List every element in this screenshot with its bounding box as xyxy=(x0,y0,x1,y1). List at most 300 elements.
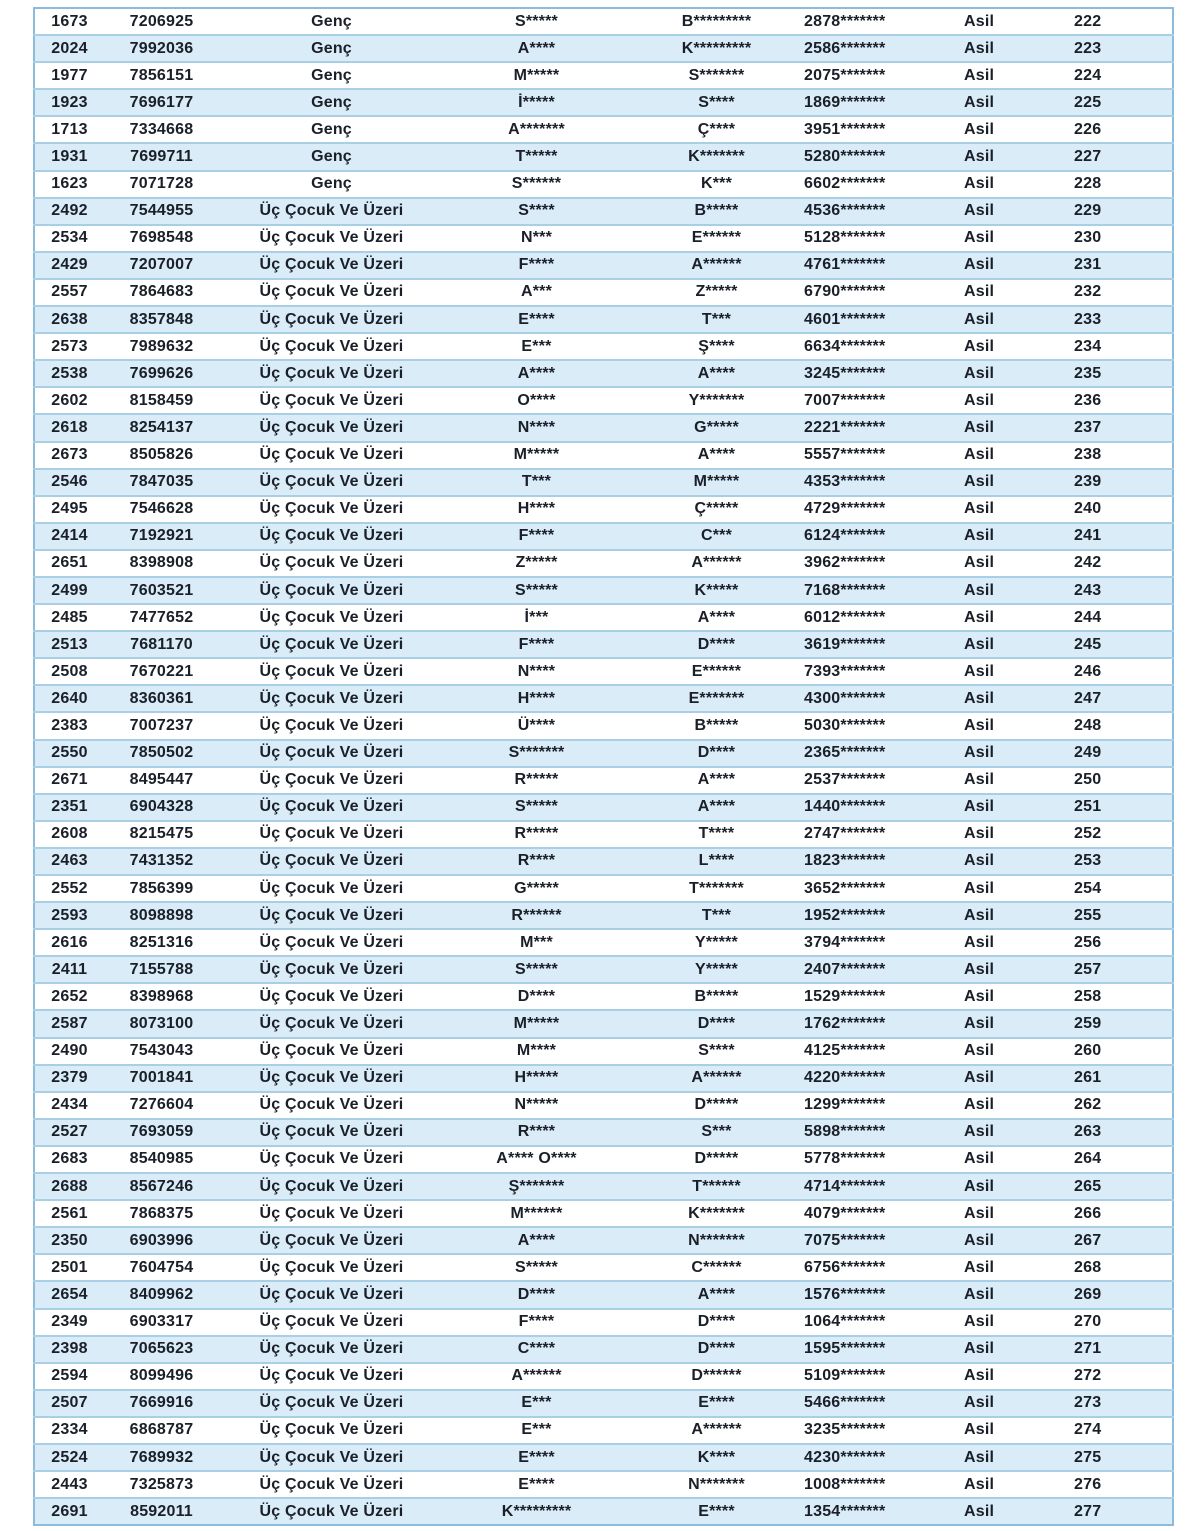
cell-first-name-masked: E**** xyxy=(444,1444,629,1471)
cell-id-number-masked: 1529******* xyxy=(804,983,964,1010)
cell-row-no: 1623 xyxy=(34,171,104,198)
cell-id-number-masked: 1869******* xyxy=(804,89,964,116)
cell-row-no: 2618 xyxy=(34,414,104,441)
cell-category: Üç Çocuk Ve Üzeri xyxy=(219,1281,444,1308)
cell-category: Üç Çocuk Ve Üzeri xyxy=(219,1173,444,1200)
cell-first-name-masked: O**** xyxy=(444,387,629,414)
cell-category: Üç Çocuk Ve Üzeri xyxy=(219,794,444,821)
cell-application-no: 8098898 xyxy=(104,902,219,929)
cell-first-name-masked: R***** xyxy=(444,767,629,794)
cell-rank: 233 xyxy=(1074,306,1173,333)
cell-application-no: 7864683 xyxy=(104,279,219,306)
cell-row-no: 2508 xyxy=(34,658,104,685)
table-row xyxy=(34,35,1173,62)
cell-category: Üç Çocuk Ve Üzeri xyxy=(219,983,444,1010)
cell-id-number-masked: 1440******* xyxy=(804,794,964,821)
cell-status: Asil xyxy=(964,387,1074,414)
cell-status: Asil xyxy=(964,1309,1074,1336)
cell-row-no: 2350 xyxy=(34,1227,104,1254)
cell-status: Asil xyxy=(964,1417,1074,1444)
cell-id-number-masked: 2365******* xyxy=(804,740,964,767)
cell-category: Üç Çocuk Ve Üzeri xyxy=(219,1254,444,1281)
cell-last-name-masked: A**** xyxy=(629,442,804,469)
cell-rank: 252 xyxy=(1074,821,1173,848)
cell-row-no: 2499 xyxy=(34,577,104,604)
table-row xyxy=(34,929,1173,956)
cell-category: Üç Çocuk Ve Üzeri xyxy=(219,1336,444,1363)
cell-first-name-masked: A**** O**** xyxy=(444,1146,629,1173)
cell-category: Üç Çocuk Ve Üzeri xyxy=(219,1417,444,1444)
table-row xyxy=(34,523,1173,550)
table-row xyxy=(34,658,1173,685)
cell-row-no: 2463 xyxy=(34,848,104,875)
cell-category: Genç xyxy=(219,35,444,62)
cell-last-name-masked: S*** xyxy=(629,1119,804,1146)
cell-row-no: 2501 xyxy=(34,1254,104,1281)
cell-last-name-masked: M***** xyxy=(629,469,804,496)
cell-id-number-masked: 2407******* xyxy=(804,956,964,983)
cell-status: Asil xyxy=(964,171,1074,198)
table-row xyxy=(34,1173,1173,1200)
cell-first-name-masked: E*** xyxy=(444,1417,629,1444)
cell-id-number-masked: 6602******* xyxy=(804,171,964,198)
cell-application-no: 7689932 xyxy=(104,1444,219,1471)
cell-first-name-masked: S***** xyxy=(444,1254,629,1281)
cell-application-no: 7856151 xyxy=(104,62,219,89)
cell-last-name-masked: K********* xyxy=(629,35,804,62)
cell-row-no: 2550 xyxy=(34,740,104,767)
cell-first-name-masked: S***** xyxy=(444,794,629,821)
cell-application-no: 8398908 xyxy=(104,550,219,577)
cell-rank: 265 xyxy=(1074,1173,1173,1200)
table-row xyxy=(34,604,1173,631)
cell-id-number-masked: 6012******* xyxy=(804,604,964,631)
cell-rank: 266 xyxy=(1074,1200,1173,1227)
cell-rank: 249 xyxy=(1074,740,1173,767)
cell-rank: 239 xyxy=(1074,469,1173,496)
cell-last-name-masked: C****** xyxy=(629,1254,804,1281)
cell-last-name-masked: A****** xyxy=(629,1065,804,1092)
cell-category: Üç Çocuk Ve Üzeri xyxy=(219,685,444,712)
cell-status: Asil xyxy=(964,89,1074,116)
cell-last-name-masked: T******* xyxy=(629,875,804,902)
cell-status: Asil xyxy=(964,1471,1074,1498)
cell-id-number-masked: 4220******* xyxy=(804,1065,964,1092)
cell-last-name-masked: A**** xyxy=(629,1281,804,1308)
cell-application-no: 8254137 xyxy=(104,414,219,441)
cell-id-number-masked: 4729******* xyxy=(804,496,964,523)
cell-last-name-masked: A****** xyxy=(629,252,804,279)
table-row xyxy=(34,1417,1173,1444)
cell-last-name-masked: T**** xyxy=(629,821,804,848)
cell-category: Üç Çocuk Ve Üzeri xyxy=(219,252,444,279)
cell-status: Asil xyxy=(964,929,1074,956)
cell-rank: 253 xyxy=(1074,848,1173,875)
table-row xyxy=(34,252,1173,279)
cell-id-number-masked: 1952******* xyxy=(804,902,964,929)
cell-id-number-masked: 7168******* xyxy=(804,577,964,604)
cell-rank: 260 xyxy=(1074,1038,1173,1065)
cell-id-number-masked: 3794******* xyxy=(804,929,964,956)
cell-row-no: 1923 xyxy=(34,89,104,116)
cell-application-no: 7670221 xyxy=(104,658,219,685)
cell-row-no: 2443 xyxy=(34,1471,104,1498)
cell-rank: 245 xyxy=(1074,631,1173,658)
table-row xyxy=(34,550,1173,577)
cell-last-name-masked: D***** xyxy=(629,1092,804,1119)
cell-first-name-masked: A**** xyxy=(444,1227,629,1254)
cell-category: Üç Çocuk Ve Üzeri xyxy=(219,550,444,577)
cell-last-name-masked: A**** xyxy=(629,767,804,794)
cell-first-name-masked: A**** xyxy=(444,35,629,62)
table-row xyxy=(34,306,1173,333)
cell-application-no: 8357848 xyxy=(104,306,219,333)
cell-application-no: 7276604 xyxy=(104,1092,219,1119)
cell-id-number-masked: 5778******* xyxy=(804,1146,964,1173)
cell-application-no: 6903996 xyxy=(104,1227,219,1254)
cell-application-no: 7544955 xyxy=(104,198,219,225)
cell-status: Asil xyxy=(964,1498,1074,1525)
cell-status: Asil xyxy=(964,414,1074,441)
cell-row-no: 2673 xyxy=(34,442,104,469)
cell-first-name-masked: E**** xyxy=(444,306,629,333)
cell-status: Asil xyxy=(964,1444,1074,1471)
cell-last-name-masked: C*** xyxy=(629,523,804,550)
cell-id-number-masked: 6124******* xyxy=(804,523,964,550)
cell-first-name-masked: M***** xyxy=(444,1010,629,1037)
cell-category: Üç Çocuk Ve Üzeri xyxy=(219,225,444,252)
cell-status: Asil xyxy=(964,631,1074,658)
cell-status: Asil xyxy=(964,442,1074,469)
cell-id-number-masked: 7007******* xyxy=(804,387,964,414)
cell-first-name-masked: M**** xyxy=(444,1038,629,1065)
cell-category: Üç Çocuk Ve Üzeri xyxy=(219,198,444,225)
cell-row-no: 2573 xyxy=(34,333,104,360)
draw-results-table xyxy=(33,7,1174,1526)
cell-application-no: 8567246 xyxy=(104,1173,219,1200)
cell-rank: 223 xyxy=(1074,35,1173,62)
cell-category: Genç xyxy=(219,89,444,116)
cell-id-number-masked: 5557******* xyxy=(804,442,964,469)
cell-row-no: 2379 xyxy=(34,1065,104,1092)
cell-application-no: 8592011 xyxy=(104,1498,219,1525)
cell-rank: 270 xyxy=(1074,1309,1173,1336)
cell-id-number-masked: 4125******* xyxy=(804,1038,964,1065)
cell-first-name-masked: M****** xyxy=(444,1200,629,1227)
cell-rank: 251 xyxy=(1074,794,1173,821)
cell-row-no: 2383 xyxy=(34,712,104,739)
cell-first-name-masked: S**** xyxy=(444,198,629,225)
table-row xyxy=(34,1471,1173,1498)
cell-status: Asil xyxy=(964,333,1074,360)
cell-application-no: 8540985 xyxy=(104,1146,219,1173)
cell-application-no: 7334668 xyxy=(104,116,219,143)
cell-first-name-masked: H**** xyxy=(444,685,629,712)
cell-id-number-masked: 3235******* xyxy=(804,1417,964,1444)
cell-first-name-masked: T*** xyxy=(444,469,629,496)
cell-id-number-masked: 5109******* xyxy=(804,1363,964,1390)
cell-last-name-masked: B***** xyxy=(629,198,804,225)
cell-first-name-masked: S***** xyxy=(444,956,629,983)
cell-first-name-masked: N**** xyxy=(444,414,629,441)
cell-application-no: 7604754 xyxy=(104,1254,219,1281)
cell-first-name-masked: M***** xyxy=(444,62,629,89)
cell-category: Üç Çocuk Ve Üzeri xyxy=(219,1038,444,1065)
cell-last-name-masked: B********* xyxy=(681,12,752,30)
table-row xyxy=(34,143,1173,170)
table-row xyxy=(34,1498,1173,1525)
cell-status: Asil xyxy=(964,712,1074,739)
cell-application-no: 7431352 xyxy=(104,848,219,875)
cell-rank: 262 xyxy=(1074,1092,1173,1119)
cell-id-number-masked: 7075******* xyxy=(804,1227,964,1254)
cell-status: Asil xyxy=(964,62,1074,89)
cell-application-no: 7206925 xyxy=(129,12,194,30)
cell-category: Üç Çocuk Ve Üzeri xyxy=(219,1119,444,1146)
cell-status: Asil xyxy=(964,116,1074,143)
cell-row-no: 2513 xyxy=(34,631,104,658)
cell-id-number-masked: 1064******* xyxy=(804,1309,964,1336)
cell-category: Üç Çocuk Ve Üzeri xyxy=(219,1309,444,1336)
table-row xyxy=(34,1390,1173,1417)
cell-status: Asil xyxy=(964,1065,1074,1092)
cell-last-name-masked: D****** xyxy=(629,1363,804,1390)
cell-row-no: 2651 xyxy=(34,550,104,577)
cell-row-no: 2602 xyxy=(34,387,104,414)
cell-id-number-masked: 2586******* xyxy=(804,35,964,62)
table-row xyxy=(34,360,1173,387)
cell-last-name-masked: B***** xyxy=(629,983,804,1010)
cell-category: Üç Çocuk Ve Üzeri xyxy=(219,929,444,956)
table-row xyxy=(34,631,1173,658)
cell-first-name-masked: S******* xyxy=(444,740,629,767)
cell-last-name-masked: D**** xyxy=(629,1309,804,1336)
cell-rank: 222 xyxy=(1074,12,1102,30)
cell-category: Üç Çocuk Ve Üzeri xyxy=(219,1444,444,1471)
cell-last-name-masked: E**** xyxy=(629,1390,804,1417)
cell-rank: 234 xyxy=(1074,333,1173,360)
table-row xyxy=(34,902,1173,929)
cell-category: Genç xyxy=(219,62,444,89)
cell-status: Asil xyxy=(964,821,1074,848)
cell-rank: 273 xyxy=(1074,1390,1173,1417)
cell-first-name-masked: N*** xyxy=(444,225,629,252)
cell-last-name-masked: A**** xyxy=(629,794,804,821)
cell-status: Asil xyxy=(964,279,1074,306)
cell-category: Üç Çocuk Ve Üzeri xyxy=(219,279,444,306)
cell-application-no: 7207007 xyxy=(104,252,219,279)
cell-application-no: 7065623 xyxy=(104,1336,219,1363)
cell-category: Üç Çocuk Ve Üzeri xyxy=(219,1363,444,1390)
cell-id-number-masked: 3962******* xyxy=(804,550,964,577)
cell-rank: 255 xyxy=(1074,902,1173,929)
cell-status: Asil xyxy=(964,1146,1074,1173)
table-row xyxy=(34,1200,1173,1227)
cell-last-name-masked: A****** xyxy=(629,550,804,577)
cell-rank: 238 xyxy=(1074,442,1173,469)
cell-last-name-masked: E******* xyxy=(629,685,804,712)
cell-id-number-masked: 1008******* xyxy=(804,1471,964,1498)
cell-first-name-masked: S***** xyxy=(444,577,629,604)
cell-category: Üç Çocuk Ve Üzeri xyxy=(219,469,444,496)
cell-last-name-masked: K******* xyxy=(629,143,804,170)
cell-application-no: 8505826 xyxy=(104,442,219,469)
cell-category: Üç Çocuk Ve Üzeri xyxy=(219,442,444,469)
cell-category: Genç xyxy=(311,12,352,30)
table-row xyxy=(34,740,1173,767)
cell-row-no: 2524 xyxy=(34,1444,104,1471)
cell-id-number-masked: 2878******* xyxy=(804,12,886,30)
cell-category: Üç Çocuk Ve Üzeri xyxy=(219,767,444,794)
cell-rank: 261 xyxy=(1074,1065,1173,1092)
cell-row-no: 1713 xyxy=(34,116,104,143)
cell-status: Asil xyxy=(964,956,1074,983)
cell-first-name-masked: M***** xyxy=(444,442,629,469)
cell-rank: 231 xyxy=(1074,252,1173,279)
cell-row-no: 2691 xyxy=(34,1498,104,1525)
cell-first-name-masked: F**** xyxy=(444,523,629,550)
cell-rank: 263 xyxy=(1074,1119,1173,1146)
cell-category: Üç Çocuk Ve Üzeri xyxy=(219,1010,444,1037)
cell-id-number-masked: 4536******* xyxy=(804,198,964,225)
cell-rank: 237 xyxy=(1074,414,1173,441)
cell-id-number-masked: 4761******* xyxy=(804,252,964,279)
cell-status: Asil xyxy=(964,1038,1074,1065)
cell-row-no: 2538 xyxy=(34,360,104,387)
cell-category: Üç Çocuk Ve Üzeri xyxy=(219,333,444,360)
cell-last-name-masked: Y***** xyxy=(629,956,804,983)
cell-last-name-masked: S**** xyxy=(629,1038,804,1065)
table-row xyxy=(34,577,1173,604)
cell-category: Üç Çocuk Ve Üzeri xyxy=(219,360,444,387)
cell-application-no: 8158459 xyxy=(104,387,219,414)
cell-category: Üç Çocuk Ve Üzeri xyxy=(219,658,444,685)
cell-last-name-masked: E**** xyxy=(629,1498,804,1525)
cell-row-no: 2495 xyxy=(34,496,104,523)
cell-last-name-masked: Ç**** xyxy=(629,116,804,143)
cell-first-name-masked: N***** xyxy=(444,1092,629,1119)
cell-row-no: 2434 xyxy=(34,1092,104,1119)
cell-first-name-masked: Z***** xyxy=(444,550,629,577)
cell-category: Üç Çocuk Ve Üzeri xyxy=(219,1092,444,1119)
cell-first-name-masked: D**** xyxy=(444,1281,629,1308)
cell-rank: 229 xyxy=(1074,198,1173,225)
cell-status: Asil xyxy=(964,12,995,30)
cell-rank: 230 xyxy=(1074,225,1173,252)
cell-application-no: 7325873 xyxy=(104,1471,219,1498)
cell-rank: 272 xyxy=(1074,1363,1173,1390)
cell-id-number-masked: 5466******* xyxy=(804,1390,964,1417)
cell-row-no: 2334 xyxy=(34,1417,104,1444)
cell-application-no: 7546628 xyxy=(104,496,219,523)
cell-row-no: 2608 xyxy=(34,821,104,848)
cell-status: Asil xyxy=(964,35,1074,62)
cell-last-name-masked: K**** xyxy=(629,1444,804,1471)
cell-application-no: 8360361 xyxy=(104,685,219,712)
table-row xyxy=(34,1363,1173,1390)
cell-category: Üç Çocuk Ve Üzeri xyxy=(219,1146,444,1173)
cell-rank: 240 xyxy=(1074,496,1173,523)
cell-rank: 276 xyxy=(1074,1471,1173,1498)
cell-last-name-masked: T****** xyxy=(629,1173,804,1200)
cell-id-number-masked: 5128******* xyxy=(804,225,964,252)
table-row xyxy=(34,333,1173,360)
cell-first-name-masked: İ***** xyxy=(444,89,629,116)
cell-id-number-masked: 3951******* xyxy=(804,116,964,143)
cell-row-no: 2594 xyxy=(34,1363,104,1390)
cell-last-name-masked: L**** xyxy=(629,848,804,875)
cell-status: Asil xyxy=(964,604,1074,631)
cell-row-no: 2546 xyxy=(34,469,104,496)
cell-first-name-masked: K********* xyxy=(444,1498,629,1525)
cell-id-number-masked: 1354******* xyxy=(804,1498,964,1525)
cell-application-no: 7681170 xyxy=(104,631,219,658)
cell-category: Üç Çocuk Ve Üzeri xyxy=(219,631,444,658)
table-row xyxy=(34,1065,1173,1092)
cell-application-no: 6903317 xyxy=(104,1309,219,1336)
cell-last-name-masked: A**** xyxy=(629,604,804,631)
table-row xyxy=(34,198,1173,225)
table-row xyxy=(34,8,1173,35)
cell-last-name-masked: N******* xyxy=(629,1471,804,1498)
cell-application-no: 7850502 xyxy=(104,740,219,767)
cell-rank: 247 xyxy=(1074,685,1173,712)
cell-first-name-masked: E*** xyxy=(444,1390,629,1417)
table-row xyxy=(34,794,1173,821)
cell-category: Üç Çocuk Ve Üzeri xyxy=(219,523,444,550)
cell-last-name-masked: K******* xyxy=(629,1200,804,1227)
cell-row-no: 2492 xyxy=(34,198,104,225)
cell-rank: 232 xyxy=(1074,279,1173,306)
cell-status: Asil xyxy=(964,1200,1074,1227)
cell-row-no: 2688 xyxy=(34,1173,104,1200)
cell-category: Üç Çocuk Ve Üzeri xyxy=(219,306,444,333)
cell-row-no: 2640 xyxy=(34,685,104,712)
cell-first-name-masked: C**** xyxy=(444,1336,629,1363)
cell-application-no: 7847035 xyxy=(104,469,219,496)
cell-row-no: 1673 xyxy=(51,12,88,30)
cell-category: Genç xyxy=(219,116,444,143)
table-row xyxy=(34,983,1173,1010)
cell-category: Üç Çocuk Ve Üzeri xyxy=(219,956,444,983)
table-row xyxy=(34,821,1173,848)
cell-application-no: 7693059 xyxy=(104,1119,219,1146)
table-row xyxy=(34,1010,1173,1037)
cell-last-name-masked: Ç***** xyxy=(629,496,804,523)
cell-status: Asil xyxy=(964,1173,1074,1200)
cell-row-no: 2534 xyxy=(34,225,104,252)
cell-category: Üç Çocuk Ve Üzeri xyxy=(219,604,444,631)
table-row xyxy=(34,414,1173,441)
cell-first-name-masked: R**** xyxy=(444,1119,629,1146)
cell-last-name-masked: E****** xyxy=(629,658,804,685)
cell-status: Asil xyxy=(964,225,1074,252)
cell-application-no: 7071728 xyxy=(104,171,219,198)
table-row xyxy=(34,225,1173,252)
cell-row-no: 2429 xyxy=(34,252,104,279)
cell-application-no: 7699626 xyxy=(104,360,219,387)
cell-last-name-masked: D**** xyxy=(629,1336,804,1363)
cell-row-no: 2557 xyxy=(34,279,104,306)
cell-status: Asil xyxy=(964,198,1074,225)
cell-rank: 226 xyxy=(1074,116,1173,143)
cell-rank: 259 xyxy=(1074,1010,1173,1037)
cell-rank: 225 xyxy=(1074,89,1173,116)
cell-id-number-masked: 4230******* xyxy=(804,1444,964,1471)
cell-rank: 250 xyxy=(1074,767,1173,794)
cell-category: Genç xyxy=(219,143,444,170)
cell-application-no: 7543043 xyxy=(104,1038,219,1065)
